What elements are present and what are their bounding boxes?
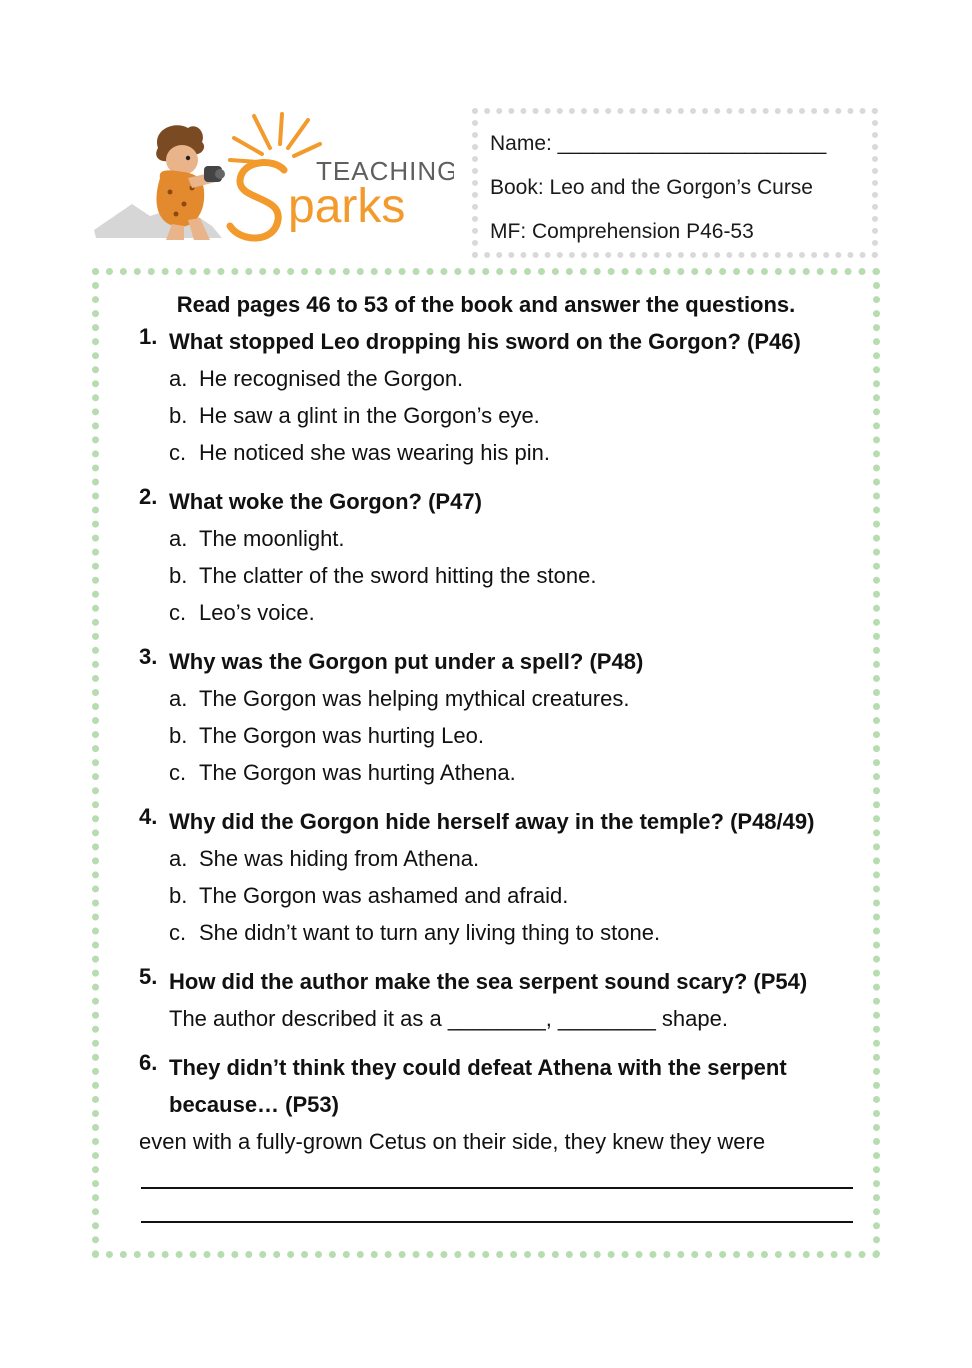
option-a[interactable] <box>169 680 879 717</box>
option-letter: a. <box>169 366 188 391</box>
option-letter: b. <box>169 403 188 428</box>
name-field[interactable]: Name: _______________________ <box>490 132 827 155</box>
option-c[interactable] <box>169 434 879 471</box>
question-number: 2. <box>139 484 158 509</box>
option-letter: c. <box>169 600 187 625</box>
question-6 <box>139 1049 879 1123</box>
logo-word-parks: parks <box>288 180 406 233</box>
question-3 <box>139 643 879 791</box>
question-number: 6. <box>139 1050 158 1075</box>
option-text: The Gorgon was helping mythical creatures. <box>199 686 630 711</box>
letter-s-shape <box>230 163 284 238</box>
option-text: The Gorgon was hurting Leo. <box>199 723 484 748</box>
option-letter: a. <box>169 686 188 711</box>
answer-prompt: even with a fully-grown Cetus on their side, they knew they were <box>139 1129 766 1154</box>
question-text: Why was the Gorgon put under a spell? (P48) <box>169 649 644 674</box>
option-letter: b. <box>169 883 188 908</box>
option-letter: c. <box>169 440 187 465</box>
question-number: 4. <box>139 804 158 829</box>
question-1 <box>139 323 879 471</box>
logo-word-teaching: TEACHING <box>316 156 454 186</box>
question-4 <box>139 803 879 951</box>
question-2 <box>139 483 879 631</box>
answer-line-2[interactable] <box>141 1221 853 1223</box>
teaching-sparks-logo <box>92 108 454 258</box>
option-a[interactable] <box>169 840 879 877</box>
option-letter: a. <box>169 846 188 871</box>
question-text: What stopped Leo dropping his sword on the Gorgon? (P46) <box>169 329 801 354</box>
option-text: He saw a glint in the Gorgon’s eye. <box>199 403 540 428</box>
option-c[interactable] <box>169 594 879 631</box>
option-text: The moonlight. <box>199 526 345 551</box>
option-letter: b. <box>169 723 188 748</box>
option-letter: c. <box>169 920 187 945</box>
option-a[interactable] <box>169 520 879 557</box>
option-letter: c. <box>169 760 187 785</box>
option-text: She was hiding from Athena. <box>199 846 480 871</box>
student-info-box <box>472 108 878 258</box>
question-text: How did the author make the sea serpent sound scary? (P54) <box>169 969 808 994</box>
question-text: What woke the Gorgon? (P47) <box>169 489 482 514</box>
option-c[interactable] <box>169 914 879 951</box>
question-text: Why did the Gorgon hide herself away in the temple? (P48/49) <box>169 809 815 834</box>
book-title: Book: Leo and the Gorgon’s Curse <box>490 176 813 199</box>
option-a[interactable] <box>169 360 879 397</box>
option-b[interactable] <box>169 557 879 594</box>
option-text: He noticed she was wearing his pin. <box>199 440 550 465</box>
question-number: 3. <box>139 644 158 669</box>
option-text: She didn’t want to turn any living thing to stone. <box>199 920 661 945</box>
option-b[interactable] <box>169 877 879 914</box>
question-5 <box>139 963 879 1037</box>
option-text: The Gorgon was hurting Athena. <box>199 760 516 785</box>
sun-rays-icon <box>230 114 320 162</box>
instructions: Read pages 46 to 53 of the book and answer the questions. <box>176 292 796 317</box>
mf-label: MF: Comprehension P46-53 <box>490 220 754 243</box>
option-b[interactable] <box>169 717 879 754</box>
option-c[interactable] <box>169 754 879 791</box>
option-b[interactable] <box>169 397 879 434</box>
option-letter: b. <box>169 563 188 588</box>
logo-artwork <box>92 108 454 258</box>
fill-in-blank[interactable]: The author described it as a ________, ________ shape. <box>169 1006 728 1031</box>
answer-line-1[interactable] <box>141 1187 853 1189</box>
question-number: 1. <box>139 324 158 349</box>
option-letter: a. <box>169 526 188 551</box>
question-number: 5. <box>139 964 158 989</box>
option-text: The clatter of the sword hitting the stone. <box>199 563 597 588</box>
option-text: Leo’s voice. <box>199 600 315 625</box>
question-text: They didn’t think they could defeat Athena with the serpent because… (P53) <box>169 1055 787 1117</box>
worksheet-box <box>92 268 880 1258</box>
option-text: The Gorgon was ashamed and afraid. <box>199 883 569 908</box>
option-text: He recognised the Gorgon. <box>199 366 464 391</box>
